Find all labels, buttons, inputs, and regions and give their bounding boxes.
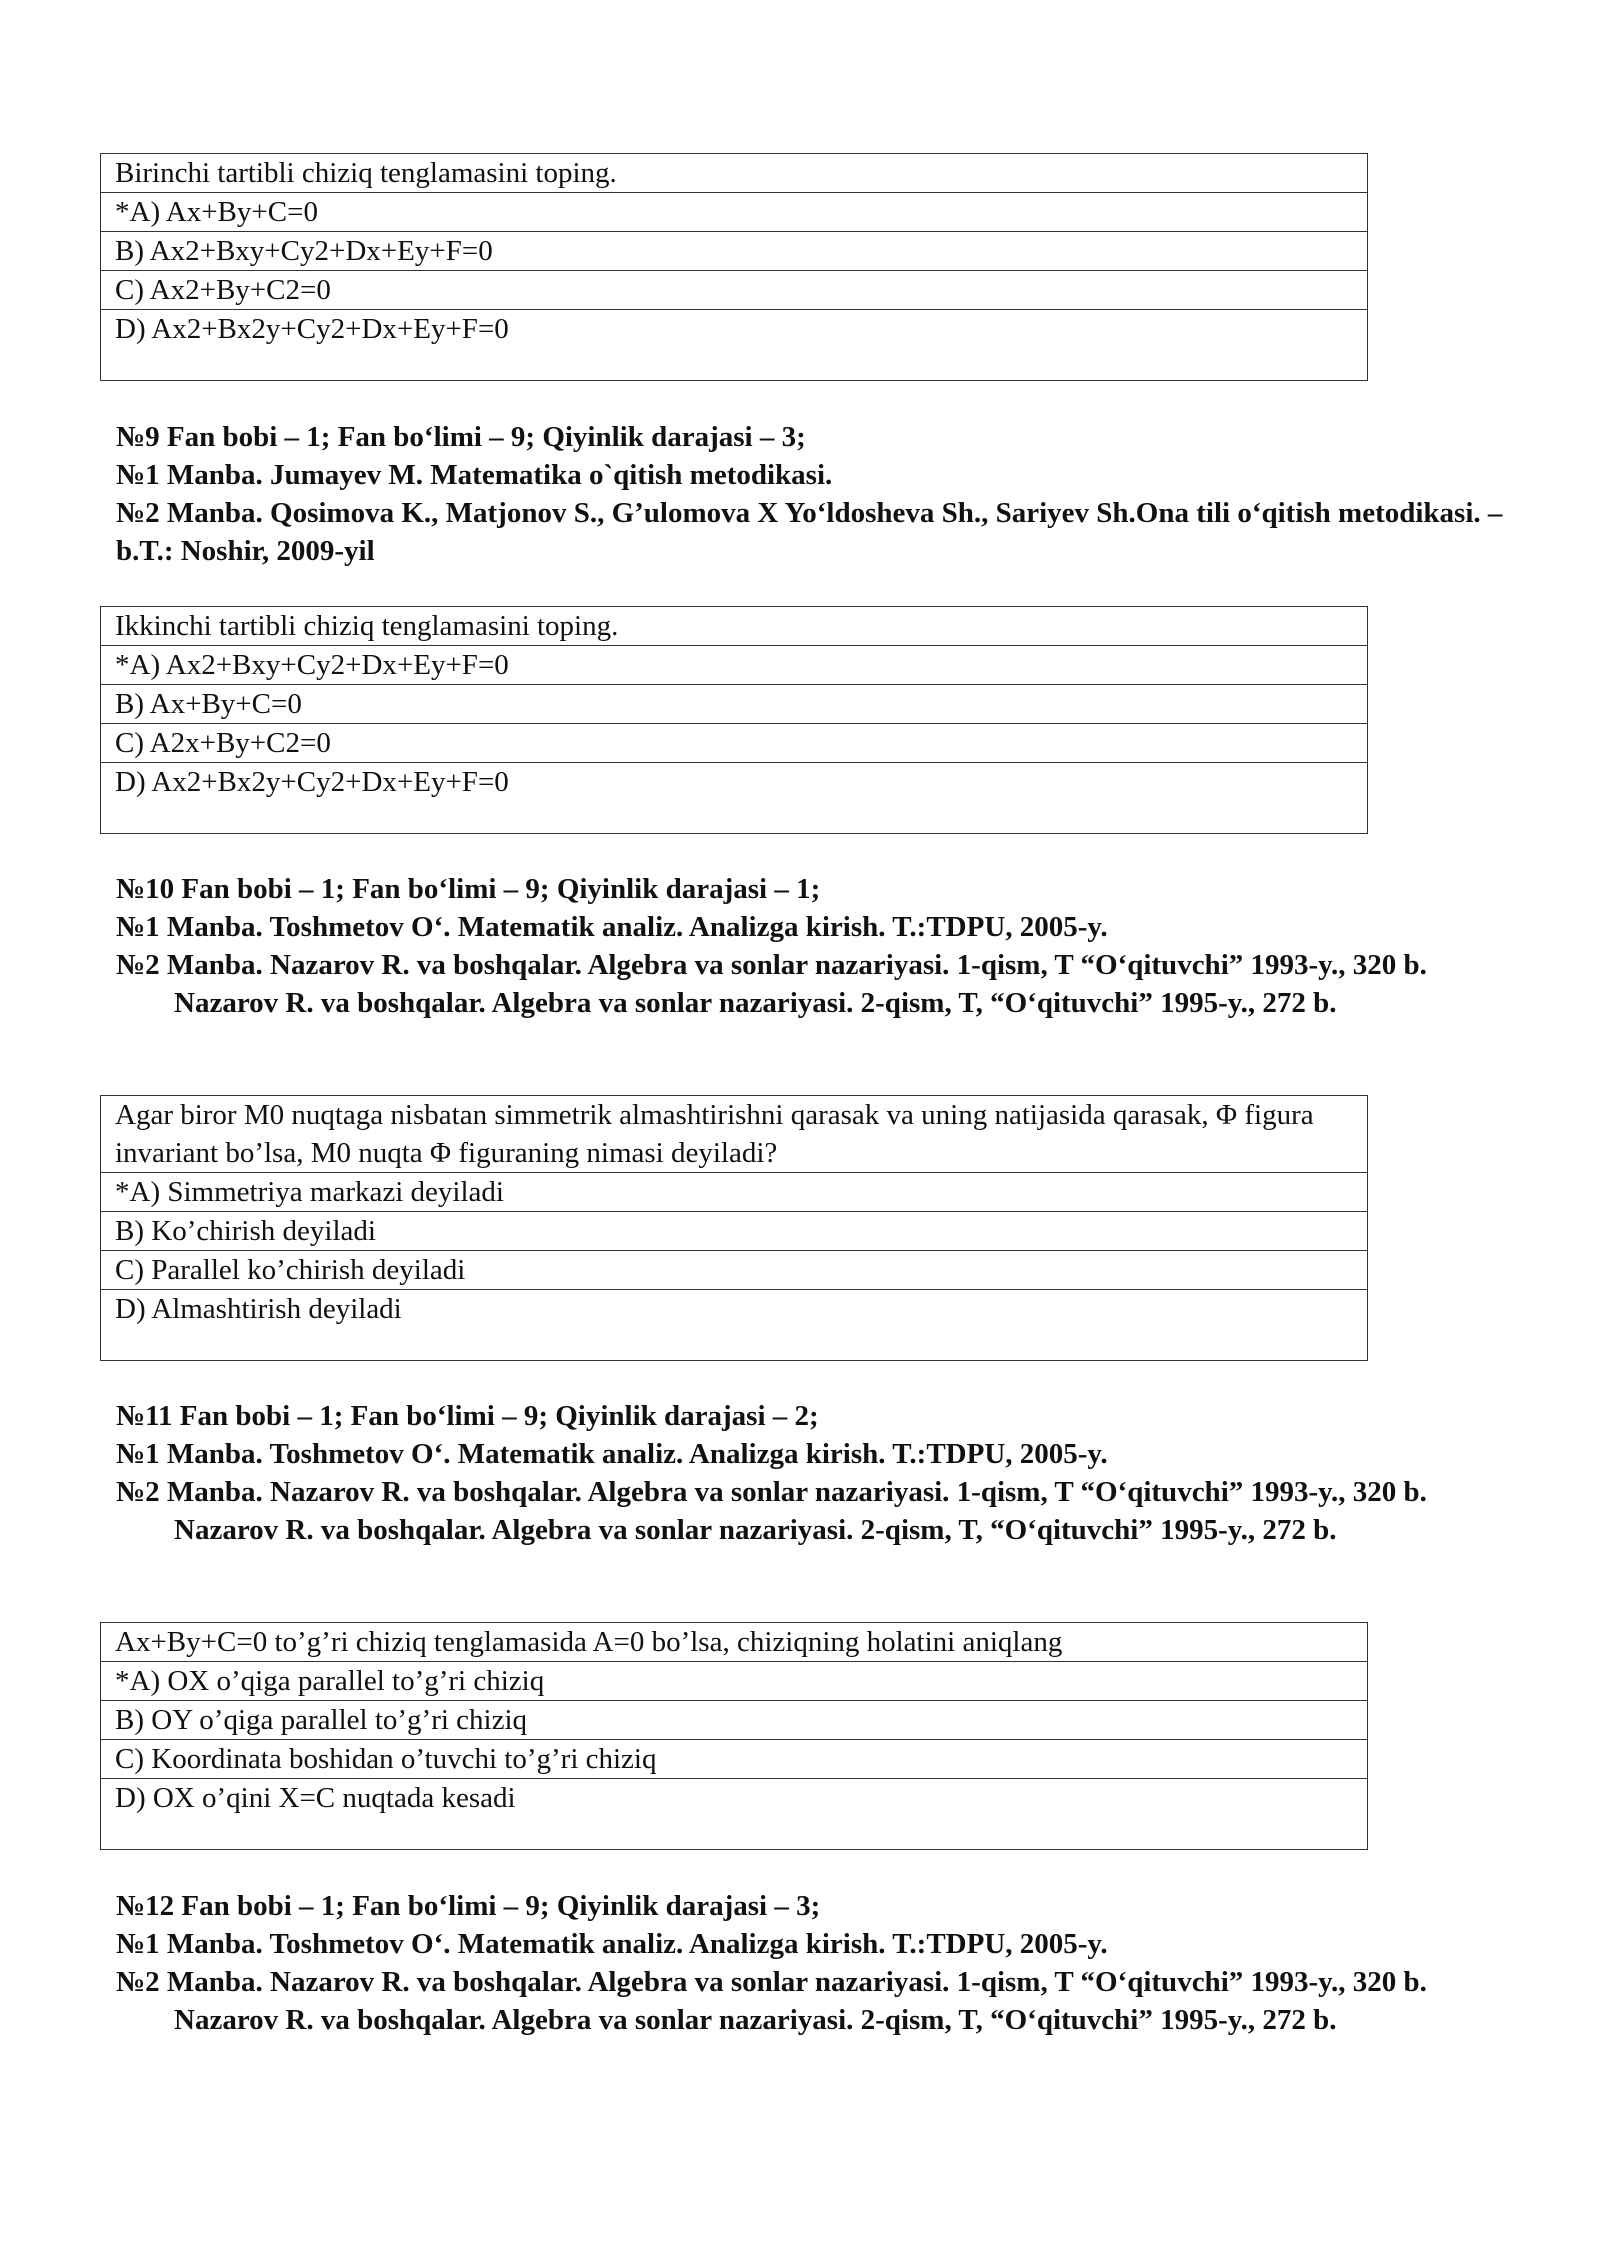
question-header: №11 Fan bobi – 1; Fan bo‘limi – 9; Qiyinlik darajasi – 2; — [116, 1400, 819, 1432]
question-meta — [116, 1397, 1506, 1549]
answer-option-b: B) Ax+By+C=0 — [101, 685, 1367, 724]
answer-option-a: *A) Ax+By+C=0 — [101, 193, 1367, 232]
source-2: №2 Manba. Nazarov R. va boshqalar. Algebra va sonlar nazariyasi. 1-qism, T “O‘qituvchi” 1993-y., 320 b. Nazarov R. va boshqalar. Algebra va sonlar nazariyasi. 2-qism, T, “O‘qituvchi” 1995-y., 272 b. — [116, 1966, 1427, 2036]
answer-option-c: C) Parallel ko’chirish deyiladi — [101, 1251, 1367, 1290]
answer-option-d: D) Ax2+Bx2y+Cy2+Dx+Ey+F=0 — [115, 313, 509, 345]
answer-option-b: B) Ax2+Bxy+Cy2+Dx+Ey+F=0 — [101, 232, 1367, 271]
answer-option-a: *A) OX o’qiga parallel to’g’ri chiziq — [101, 1662, 1367, 1701]
source-2: №2 Manba. Qosimova K., Matjonov S., G’ulomova X Yo‘ldosheva Sh., Sariyev Sh.Ona tili o‘qitish metodikasi. –b.T.: Noshir, 2009-yil — [116, 497, 1503, 567]
answer-option-b: B) Ko’chirish deyiladi — [101, 1212, 1367, 1251]
answer-option-d: D) Almashtirish deyiladi — [115, 1293, 402, 1325]
answer-option-d: D) Ax2+Bx2y+Cy2+Dx+Ey+F=0 — [115, 766, 509, 798]
source-1: №1 Manba. Jumayev M. Matematika o`qitish metodikasi. — [116, 459, 833, 491]
question-header: №9 Fan bobi – 1; Fan bo‘limi – 9; Qiyinlik darajasi – 3; — [116, 421, 806, 453]
source-2: №2 Manba. Nazarov R. va boshqalar. Algebra va sonlar nazariyasi. 1-qism, T “O‘qituvchi” 1993-y., 320 b. Nazarov R. va boshqalar. Algebra va sonlar nazariyasi. 2-qism, T, “O‘qituvchi” 1995-y., 272 b. — [116, 949, 1427, 1019]
answer-option-c: C) Ax2+By+C2=0 — [101, 271, 1367, 310]
answer-option-c: C) Koordinata boshidan o’tuvchi to’g’ri chiziq — [101, 1740, 1367, 1779]
question-text: Birinchi tartibli chiziq tenglamasini toping. — [101, 154, 1367, 193]
answer-option-a: *A) Simmetriya markazi deyiladi — [101, 1173, 1367, 1212]
question-header: №12 Fan bobi – 1; Fan bo‘limi – 9; Qiyinlik darajasi – 3; — [116, 1890, 821, 1922]
answer-option-a: *A) Ax2+Bxy+Cy2+Dx+Ey+F=0 — [101, 646, 1367, 685]
source-1: №1 Manba. Toshmetov O‘. Matematik analiz. Analizga kirish. T.:TDPU, 2005-y. — [116, 911, 1108, 943]
question-meta — [116, 1887, 1506, 2039]
question-meta — [116, 418, 1506, 570]
question-table — [100, 1622, 1368, 1850]
question-text: Ikkinchi tartibli chiziq tenglamasini toping. — [101, 607, 1367, 646]
source-1: №1 Manba. Toshmetov O‘. Matematik analiz. Analizga kirish. T.:TDPU, 2005-y. — [116, 1438, 1108, 1470]
question-table — [100, 606, 1368, 834]
source-1: №1 Manba. Toshmetov O‘. Matematik analiz. Analizga kirish. T.:TDPU, 2005-y. — [116, 1928, 1108, 1960]
question-table — [100, 153, 1368, 381]
question-meta — [116, 870, 1506, 1022]
answer-option-c: C) A2x+By+C2=0 — [101, 724, 1367, 763]
source-2: №2 Manba. Nazarov R. va boshqalar. Algebra va sonlar nazariyasi. 1-qism, T “O‘qituvchi” 1993-y., 320 b. Nazarov R. va boshqalar. Algebra va sonlar nazariyasi. 2-qism, T, “O‘qituvchi” 1995-y., 272 b. — [116, 1476, 1427, 1546]
question-header: №10 Fan bobi – 1; Fan bo‘limi – 9; Qiyinlik darajasi – 1; — [116, 873, 821, 905]
answer-option-d: D) OX o’qini X=C nuqtada kesadi — [115, 1782, 516, 1814]
question-table — [100, 1095, 1368, 1361]
question-text: Agar biror M0 nuqtaga nisbatan simmetrik almashtirishni qarasak va uning natijasida qarasak, Φ figura invariant bo’lsa, M0 nuqta Φ figuraning nimasi deyiladi? — [101, 1096, 1367, 1173]
answer-option-b: B) OY o’qiga parallel to’g’ri chiziq — [101, 1701, 1367, 1740]
question-text: Ax+By+C=0 to’g’ri chiziq tenglamasida A=0 bo’lsa, chiziqning holatini aniqlang — [101, 1623, 1367, 1662]
